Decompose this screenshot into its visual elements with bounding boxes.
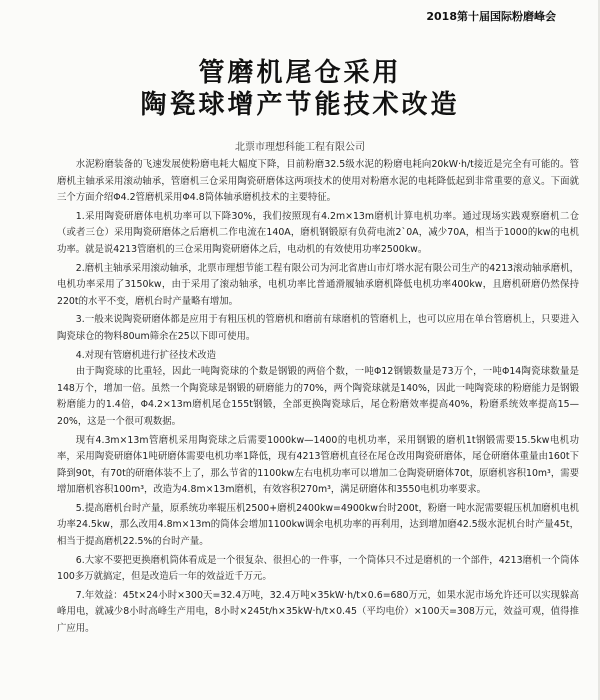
paragraph-4-cont: 现有4.3m×13m管磨机采用陶瓷球之后需要1000kw—1400的电机功率，采用钢锻的磨机1t钢锻需要15.5kw电机功率，采用陶瓷研磨体1吨研磨体需要电机功率1降低，现有4213管磨机直径在尾仓改用陶瓷研磨体，尾仓研磨体重量由160t下降到90t，有70t的研磨体装不上了，那么节省的1100kw左右电机功率可以增加二仓陶瓷研磨体70t，原磨机容积10m³，需要增加磨机容积100m³，改造为4.8m×13m磨机，有效容积270m³，满足研磨体和3550电机功率要求。 bbox=[57, 434, 579, 496]
title-line-2: 陶瓷球增产节能技术改造 bbox=[140, 90, 460, 120]
paragraph-intro: 水泥粉磨装备的飞速发展使粉磨电耗大幅度下降，目前粉磨32.5级水泥的粉磨电耗向20kW·h/t接近是完全有可能的。管磨机主轴承采用滚动轴承，管磨机三仓采用陶瓷研磨体这两项技术的使用对粉磨水泥的电耗降低起到非常重要的意义。下面就三个方面介绍Φ4.2管磨机采用Φ4.8筒体轴承磨机技术的主要特征。 bbox=[57, 159, 579, 204]
paragraph-1: 1.采用陶瓷研磨体电机功率可以下降30%，我们按照现有4.2m×13m磨机计算电机功率。通过现场实践观察磨机二仓（或者三仓）采用陶瓷研磨体之后磨机二作电流在140A，磨机钢锻原有负荷电流2`0A，减少70A，相当于1000的kw的电机功率。就是说4213管磨机的三仓采用陶瓷研磨体之后，电动机的有效使用功率2500kw。 bbox=[57, 210, 579, 255]
paragraph-3: 3.一般来说陶瓷研磨体都是应用于有粗压机的管磨机和磨前有球磨机的管磨机上，也可以应用在单台管磨机上，只要进入陶瓷球仓的物料80um筛余在25以下即可使用。 bbox=[57, 314, 579, 342]
paragraph-7: 7.年效益：45t×24小时×300天=32.4万吨，32.4万吨×35kW·h/t×0.6=680万元，如果水泥市场允许还可以实现躲高峰用电，就减少8小时高峰生产用电，8小时×245t/h×35kW·h/t×0.45（平均电价）×100天=308万元，效益可观，值得推广应用。 bbox=[57, 589, 579, 635]
paragraph-2: 2.磨机主轴承采用滚动轴承，北票市理想节能工程有限公司为河北省唐山市灯塔水泥有限公司生产的4213滚动轴承磨机，电机功率采用了3150kw，由于采用了滚动轴承，电机功率比普通滑履轴承磨机降低电机功率400kw，且磨机研磨仍然保持220t的水平不变，磨机台时产量略有增加。 bbox=[57, 262, 579, 307]
article-body bbox=[57, 157, 579, 640]
paragraph-5: 5.提高磨机台时产量，原系统功率辊压机2500+磨机2400kw=4900kw台时200t，粉磨一吨水泥需要辊压机加磨机电机功率24.5kw，那么改用4.8m×13m的筒体会增加1100kw调余电机功率的再利用，达到增加磨42.5级水泥机台时产量45t，相当于提高磨机22.5%的台时产量。 bbox=[57, 502, 579, 548]
conference-header: 2018第十届国际粉磨峰会 bbox=[426, 10, 556, 23]
title-line-1: 管磨机尾仓采用 bbox=[198, 58, 402, 88]
paragraph-4-heading: 4.对现有管磨机进行扩径技术改造 bbox=[75, 349, 216, 361]
author-affiliation: 北票市理想科能工程有限公司 bbox=[235, 142, 365, 153]
paragraph-4-body: 由于陶瓷球的比重轻，因此一吨陶瓷球的个数是钢锻的两倍个数，一吨Φ12钢锻数量是73万个，一吨Φ14陶瓷球数量是148万个，增加一倍。虽然一个陶瓷球是钢锻的研磨能力的70%，两个陶瓷球就是140%，因此一吨陶瓷球的粉磨能力是钢锻粉磨能力的1.4倍，Φ4.2×13m磨机尾仓155t钢锻，全部更换陶瓷球后，尾仓粉磨效率提高40%，粉磨系统效率提高15—20%，这是一个很可观数据。 bbox=[57, 366, 579, 427]
paragraph-6: 6.大家不要把更换磨机筒体看成是一个很复杂、很担心的一件事，一个筒体只不过是磨机的一个部件，4213磨机一个筒体100多万就搞定，但是改造后一年的效益近千万元。 bbox=[57, 554, 579, 583]
